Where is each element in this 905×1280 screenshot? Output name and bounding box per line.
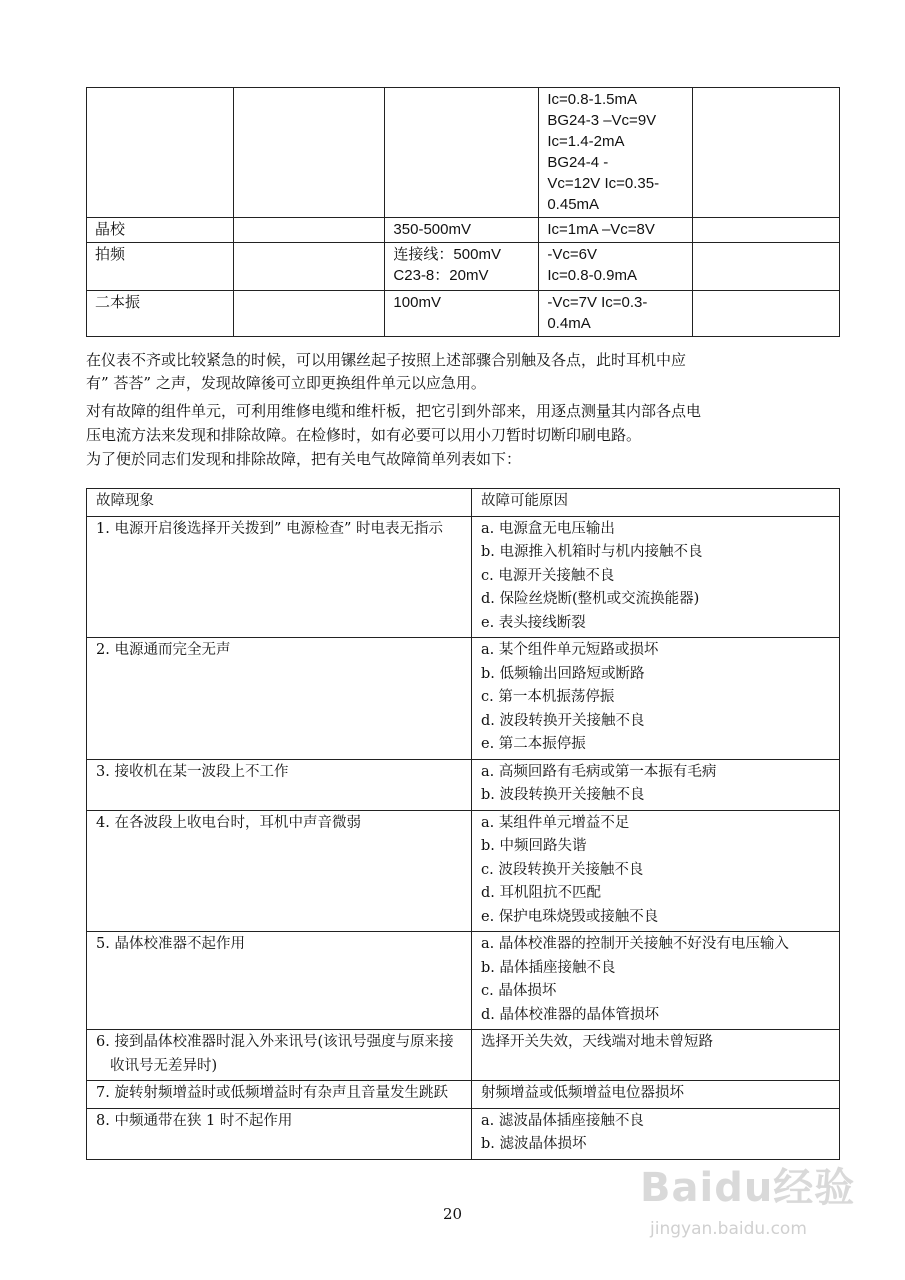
signal-voltage-cell-line: 连接线：500mV (393, 246, 501, 263)
page-number: 20 (442, 1205, 463, 1223)
paragraph-line-2: 有” 荅荅” 之声，发现故障後可立即更换组件单元以应急用。 (86, 374, 486, 392)
fault-cause-item: b. 电源推入机箱时与机内接触不良 (481, 544, 703, 560)
fault-cause-item: c. 波段转换开关接触不良 (481, 861, 644, 878)
header-symptom: 故障现象 (87, 489, 472, 517)
fault-row (87, 638, 840, 760)
transistor-current-cell-line: -Vc=7V Ic=0.3- (547, 294, 648, 311)
fault-cause-item: b. 波段转换开关接触不良 (481, 787, 645, 803)
signal-voltage-cell-line: 100mV (393, 294, 441, 311)
fault-symptom-cell (87, 1081, 472, 1109)
transistor-current-cell-line: 0.45mA (547, 196, 600, 213)
empty-cell (233, 243, 385, 291)
fault-cause-item: a. 某组件单元增益不足 (481, 814, 630, 831)
empty-cell (693, 88, 840, 218)
signal-voltage-cell (385, 218, 539, 243)
transistor-current-cell (539, 243, 693, 291)
fault-symptom-cell (87, 638, 472, 760)
fault-cause-item: a. 高频回路有毛病或第一本振有毛病 (481, 763, 717, 780)
watermark-url: jingyan.baidu.com (650, 1219, 807, 1239)
fault-symptom-cell (87, 932, 472, 1030)
paragraph-line-4: 压电流方法来发现和排除故障。在检修时，如有必要可以用小刀暂时切断印刷电路。 (86, 426, 642, 444)
transistor-current-cell-line: BG24-3 –Vc=9V (547, 112, 657, 129)
empty-cell (693, 218, 840, 243)
empty-cell (693, 291, 840, 337)
fault-symptom: 4. 在各波段上收电台时，耳机中声音微弱 (96, 814, 361, 831)
unit-name-cell: 拍频 (87, 243, 234, 291)
fault-cause-item: b. 中频回路失谐 (481, 838, 587, 854)
paragraph-line-1: 在仪表不齐或比较紧急的时候，可以用镙丝起子按照上述部骤合别触及各点，此时耳机中应 (86, 351, 687, 369)
fault-cause-item: c. 电源开关接触不良 (481, 567, 615, 584)
fault-symptom: 2. 电源通而完全无声 (96, 642, 231, 658)
fault-causes-cell (472, 638, 840, 760)
unit-name-cell (87, 88, 234, 218)
unit-name-cell: 二本振 (87, 291, 234, 337)
empty-cell (233, 218, 385, 243)
fault-table (86, 488, 840, 1160)
signal-voltage-cell-line: C23-8：20mV (393, 267, 489, 284)
empty-cell (233, 88, 385, 218)
signal-voltage-cell (385, 243, 539, 291)
fault-symptom-cell (87, 1030, 472, 1081)
fault-causes-cell (472, 759, 840, 810)
fault-symptom: 3. 接收机在某一波段上不工作 (96, 763, 289, 780)
fault-row (87, 1081, 840, 1109)
fault-symptom: 8. 中频通带在狭 1 时不起作用 (96, 1112, 293, 1129)
fault-symptom-cell (87, 1108, 472, 1159)
voltage-table-row (87, 291, 840, 337)
fault-table-header (87, 489, 840, 517)
transistor-current-cell-line: Ic=0.8-0.9mA (547, 267, 637, 284)
transistor-current-cell (539, 88, 693, 218)
fault-row (87, 759, 840, 810)
fault-symptom: 5. 晶体校准器不起作用 (96, 936, 245, 952)
transistor-current-cell-line: Ic=1mA –Vc=8V (547, 221, 655, 238)
paragraph-line-5: 为了便於同志们发现和排除故障，把有关电气故障简单列表如下： (86, 450, 522, 468)
fault-symptom-cell (87, 516, 472, 638)
fault-cause-item: d. 耳机阻抗不匹配 (481, 885, 601, 901)
fault-row (87, 1108, 840, 1159)
transistor-current-cell-line: Vc=12V Ic=0.35- (547, 175, 660, 192)
transistor-current-cell-line: Ic=0.8-1.5mA (547, 91, 637, 108)
paragraph-line-3: 对有故障的组件单元，可利用维修电缆和维杆板，把它引到外部来，用逐点测量其内部各点电 (86, 402, 702, 420)
transistor-current-cell (539, 218, 693, 243)
transistor-current-cell-line: Ic=1.4-2mA (547, 133, 625, 150)
watermark-logo: Baidu经验 (640, 1165, 856, 1211)
transistor-current-cell-line: 0.4mA (547, 315, 591, 332)
fault-causes-cell (472, 1108, 840, 1159)
fault-symptom: 1. 电源开启後选择开关拨到” 电源检查” 时电表无指示 (96, 520, 443, 537)
fault-symptom-cell (87, 759, 472, 810)
fault-cause-item: c. 晶体损坏 (481, 983, 557, 999)
fault-cause-item: a. 电源盒无电压输出 (481, 520, 615, 537)
signal-voltage-cell (385, 291, 539, 337)
fault-cause-item: b. 低频输出回路短或断路 (481, 665, 645, 682)
fault-symptom: 6. 接到晶体校准器时混入外来讯号(该讯号强度与原来接收讯号无差异时) (96, 1034, 454, 1074)
baidu-jingyan-watermark (640, 1156, 860, 1266)
fault-row (87, 516, 840, 638)
fault-row (87, 932, 840, 1030)
fault-symptom: 7. 旋转射频增益时或低频增益时有杂声且音量发生跳跃 (96, 1085, 448, 1101)
fault-causes-cell (472, 516, 840, 638)
fault-cause-item: e. 第二本振停振 (481, 736, 586, 752)
transistor-current-cell-line: -Vc=6V (547, 246, 597, 263)
fault-cause-item: d. 保险丝烧断(整机或交流换能器) (481, 591, 700, 607)
fault-cause-item: d. 晶体校准器的晶体管损坏 (481, 1006, 659, 1023)
fault-cause-item: e. 保护电珠烧毁或接触不良 (481, 908, 659, 925)
transistor-current-cell (539, 291, 693, 337)
fault-cause-item: a. 晶体校准器的控制开关接触不好没有电压输入 (481, 936, 789, 952)
voltage-table-row (87, 88, 840, 218)
fault-cause-item: 选择开关失效，天线端对地未曾短路 (481, 1034, 713, 1050)
fault-causes-cell (472, 932, 840, 1030)
voltage-table-row (87, 218, 840, 243)
fault-cause-item: e. 表头接线断裂 (481, 614, 586, 631)
fault-cause-item: a. 某个组件单元短路或损坏 (481, 642, 659, 658)
fault-causes-cell (472, 1081, 840, 1109)
fault-cause-item: d. 波段转换开关接触不良 (481, 712, 645, 729)
fault-cause-item: b. 滤波晶体损坏 (481, 1136, 587, 1152)
fault-row (87, 1030, 840, 1081)
header-causes: 故障可能原因 (472, 489, 840, 517)
unit-name-cell: 晶校 (87, 218, 234, 243)
empty-cell (233, 291, 385, 337)
signal-voltage-cell-line: 350-500mV (393, 221, 471, 238)
signal-voltage-cell (385, 88, 539, 218)
voltage-table-row (87, 243, 840, 291)
fault-row (87, 810, 840, 932)
voltage-current-table (86, 87, 840, 337)
fault-symptom-cell (87, 810, 472, 932)
empty-cell (693, 243, 840, 291)
fault-cause-item: c. 第一本机振荡停振 (481, 689, 615, 705)
fault-cause-item: a. 滤波晶体插座接触不良 (481, 1112, 644, 1129)
fault-causes-cell (472, 810, 840, 932)
transistor-current-cell-line: BG24-4 - (547, 154, 609, 171)
fault-cause-item: 射频增益或低频增益电位器损坏 (481, 1085, 684, 1101)
fault-causes-cell (472, 1030, 840, 1081)
fault-cause-item: b. 晶体插座接触不良 (481, 959, 616, 976)
